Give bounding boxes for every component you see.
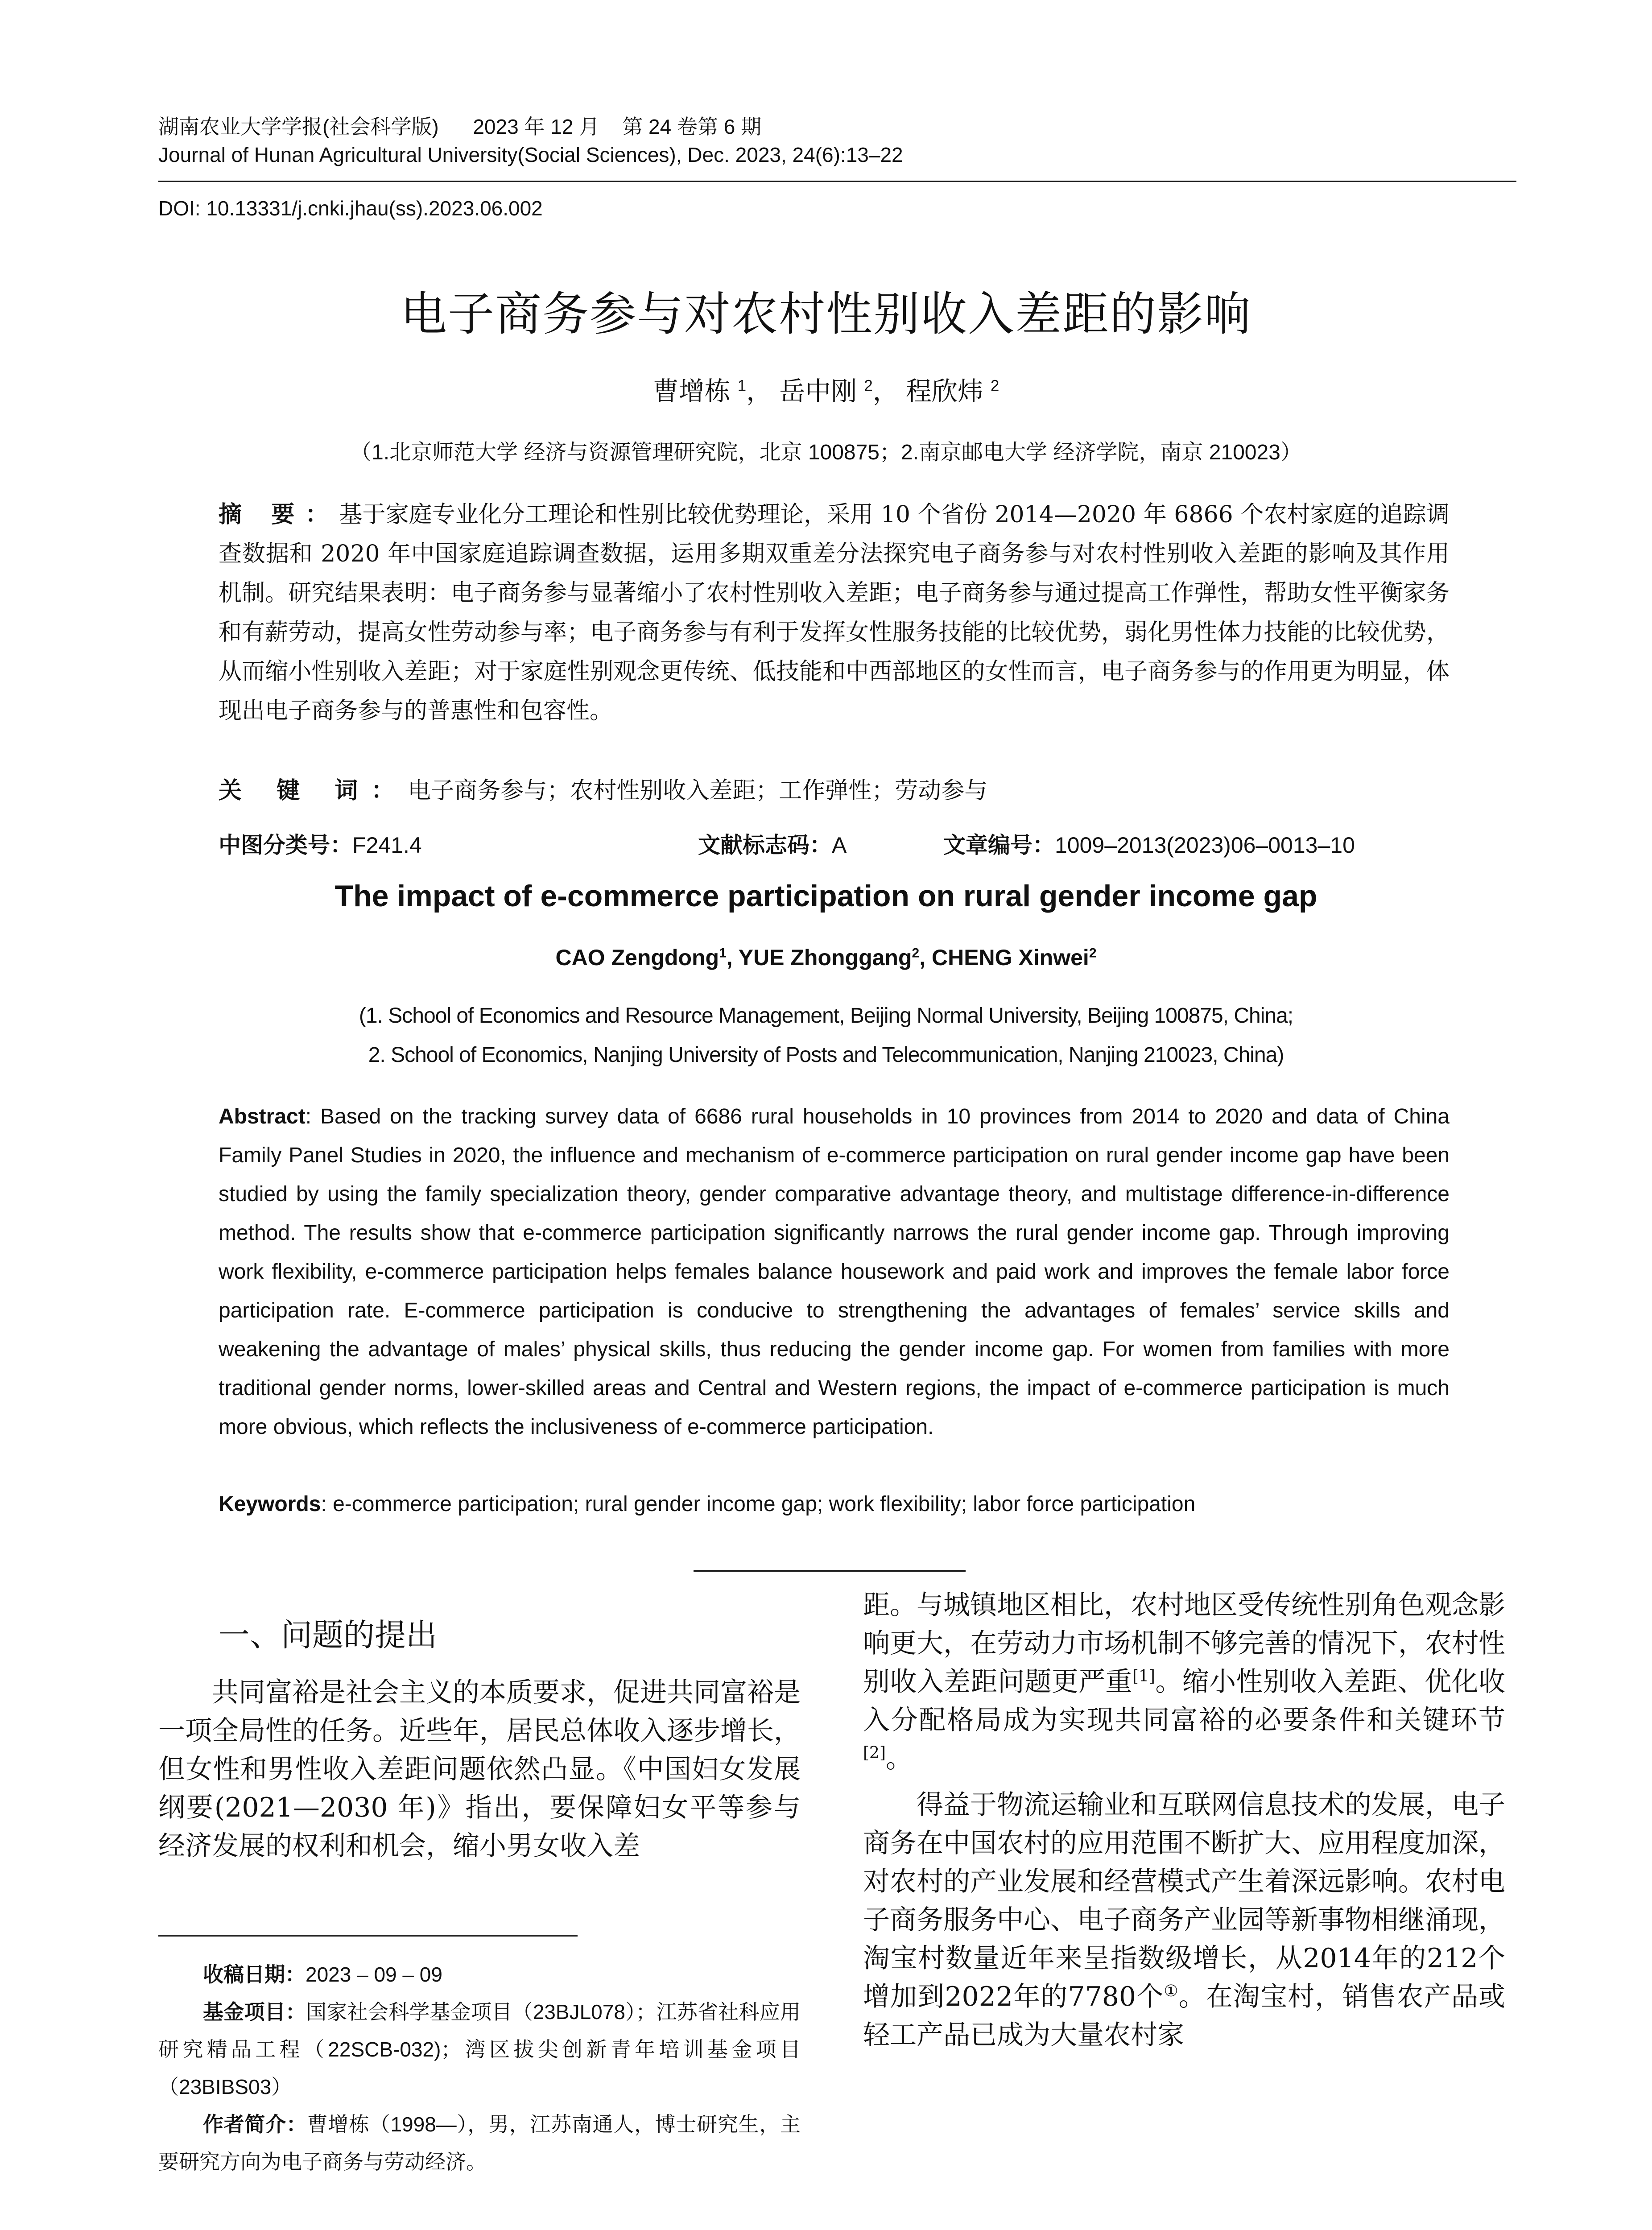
citation-ref[interactable]: [1] — [1132, 1667, 1155, 1685]
header-rule — [158, 181, 1516, 182]
author-bio-text: 曹增栋（1998—），男，江苏南通人，博士研究生，主要研究方向为电子商务与劳动经济。 — [158, 2113, 801, 2173]
body-text: 距。与城镇地区相比，农村地区受传统性别角色观念影响更大，在劳动力市场机制不够完善的情况下，农村性别收入差距问题更严重 — [863, 1590, 1505, 1697]
author-name-en: CHENG Xinwei — [931, 945, 1089, 970]
author-name-en: YUE Zhonggang — [738, 945, 912, 970]
clc-label: 中图分类号： — [219, 833, 352, 858]
author-affiliation-mark: 2 — [991, 377, 999, 395]
abstract-cn-text: 基于家庭专业化分工理论和性别比较优势理论，采用 10 个省份 2014—2020 年 6866 个农村家庭的追踪调查数据和 2020 年中国家庭追踪调查数据，运用多期双重差分法探究电子商务参与对农村性别收入差距的影响及其作用机制。研究结果表明：电子商务参与显著缩小了农村性别收入差距；电子商务参与通过提高工作弹性，帮助女性平衡家务和有薪劳动，提高女性劳动参与率；电子商务参与有利于发挥女性服务技能的比较优势，弱化男性体力技能的比较优势，从而缩小性别收入差距；对于家庭性别观念更传统、低技能和中西部地区的女性而言，电子商务参与的作用更为明显，体现出电子商务参与的普惠性和包容性。 — [219, 501, 1450, 724]
author-affiliation-mark: 2 — [912, 946, 920, 961]
article-number-label: 文章编号： — [943, 833, 1055, 858]
footnote-rule — [158, 1935, 578, 1937]
keywords-cn — [219, 772, 987, 805]
keywords-en-label: Keywords — [219, 1492, 321, 1516]
author-affiliation-mark: 1 — [719, 946, 727, 961]
body-text: 。在淘宝村，销售农产品或轻工产品已成为大量农村家 — [863, 1981, 1505, 2051]
author-name: 曹增栋 — [653, 377, 731, 406]
body-text: 。缩小性别收入差距、优化收入分配格局成为实现共同富裕的必要条件和关键环节 — [863, 1666, 1506, 1736]
author-separator: ， — [872, 377, 899, 406]
fund-label: 基金项目： — [203, 2000, 306, 2024]
abstract-cn-label: 摘 要： — [219, 501, 339, 528]
journal-header-cn: 湖南农业大学学报(社会科学版) 2023 年 12 月 第 24 卷第 6 期 — [158, 115, 762, 138]
affiliation-en-line: 2. School of Economics, Nanjing University of Posts and Telecommunication, Nanjing 210023, China) — [368, 1043, 1284, 1067]
author-list-en — [0, 945, 1652, 970]
clc-number — [219, 827, 422, 859]
author-affiliation-mark: 2 — [864, 377, 873, 395]
abstract-en-text: : Based on the tracking survey data of 6686 rural households in 10 provinces from 2014 to 2020 and data of China Family Panel Studies in 2020, the influence and mechanism of e-commerce participation on rural gender income gap have been studied by using the family specialization theory, gender comparative advantage theory, and multistage difference-in-difference method. The results show that e-commerce participation significantly narrows the rural gender income gap. Through improving work flexibility, e-commerce participation helps females balance housework and paid work and improves the female labor force participation rate. E-commerce participation is conducive to strengthening the advantages of females’ service skills and weakening the advantage of males’ physical skills, thus reducing the gender income gap. For women from families with more traditional gender norms, lower-skilled areas and Central and Western regions, the impact of e-commerce participation is much more obvious, which reflects the inclusiveness of e-commerce participation. — [219, 1105, 1450, 1439]
keywords-cn-label: 关 键 词： — [219, 777, 408, 804]
body-paragraph — [863, 1786, 1505, 2054]
document-code-label: 文献标志码： — [698, 833, 832, 858]
body-paragraph — [863, 1586, 1505, 1778]
affiliation-en-line: (1. School of Economics and Resource Management, Beijing Normal University, Beijing 100875, China; — [359, 1004, 1293, 1028]
affiliation-cn: （1.北京师范大学 经济与资源管理研究院，北京 100875；2.南京邮电大学 经济学院，南京 210023） — [350, 441, 1302, 464]
body-text: 得益于物流运输业和互联网信息技术的发展，电子商务在中国农村的应用范围不断扩大、应用程度加深，对农村的产业发展和经营模式产生着深远影响。农村电子商务服务中心、电子商务产业园等新事物相继涌现，淘宝村数量近年来呈指数级增长，从2014年的212个增加到2022年的7780个 — [863, 1789, 1505, 2012]
section-divider — [694, 1570, 966, 1572]
author-name: 岳中刚 — [779, 377, 857, 406]
author-name: 程欣炜 — [905, 377, 983, 406]
abstract-en-label: Abstract — [219, 1105, 306, 1128]
paper-title-en: The impact of e-commerce participation on rural gender income gap — [335, 879, 1317, 913]
document-code-value: A — [832, 833, 847, 858]
document-code — [698, 827, 847, 859]
body-column-left — [158, 1673, 801, 1865]
author-bio-label: 作者简介： — [203, 2113, 307, 2136]
abstract-cn — [219, 495, 1450, 731]
keywords-en — [219, 1492, 1195, 1516]
abstract-en — [219, 1097, 1450, 1446]
received-label: 收稿日期： — [203, 1963, 306, 1986]
author-name-en: CAO Zengdong — [555, 945, 719, 970]
footnote-marker[interactable]: ① — [1164, 1982, 1179, 2000]
clc-value: F241.4 — [352, 833, 422, 858]
author-separator: , — [919, 945, 932, 970]
body-column-right — [863, 1586, 1505, 2054]
doi: DOI: 10.13331/j.cnki.jhau(ss).2023.06.002 — [158, 197, 543, 220]
paper-title-cn: 电子商务参与对农村性别收入差距的影响 — [400, 289, 1251, 340]
section-heading: 一、问题的提出 — [219, 1618, 437, 1652]
author-separator: ， — [746, 377, 772, 406]
footnote-author — [158, 2106, 801, 2180]
footnote-received — [158, 1956, 801, 1993]
fund-text: 国家社会科学基金项目（23BJL078）；江苏省社科应用研究精品工程（22SCB-032)；湾区拔尖创新青年培训基金项目（23BIBS03） — [158, 2000, 801, 2098]
article-number-value: 1009–2013(2023)06–0013–10 — [1055, 833, 1355, 858]
author-affiliation-mark: 1 — [737, 377, 747, 395]
body-text: 。 — [886, 1743, 913, 1774]
author-separator: , — [726, 945, 739, 970]
author-list-cn — [0, 370, 1652, 408]
keywords-cn-text: 电子商务参与；农村性别收入差距；工作弹性；劳动参与 — [408, 777, 988, 804]
footnote-fund — [158, 1993, 801, 2106]
author-affiliation-mark: 2 — [1089, 946, 1097, 961]
received-date: 2023 – 09 – 09 — [306, 1963, 442, 1986]
keywords-en-text: : e-commerce participation; rural gender income gap; work flexibility; labor force participation — [321, 1492, 1196, 1516]
citation-ref[interactable]: [2] — [863, 1744, 886, 1762]
body-paragraph: 共同富裕是社会主义的本质要求，促进共同富裕是一项全局性的任务。近些年，居民总体收入逐步增长，但女性和男性收入差距问题依然凸显。《中国妇女发展纲要(2021—2030 年)》指出，要保障妇女平等参与经济发展的权利和机会，缩小男女收入差 — [158, 1677, 801, 1862]
article-number — [943, 827, 1355, 859]
journal-header-en: Journal of Hunan Agricultural University(Social Sciences), Dec. 2023, 24(6):13–22 — [158, 143, 903, 166]
